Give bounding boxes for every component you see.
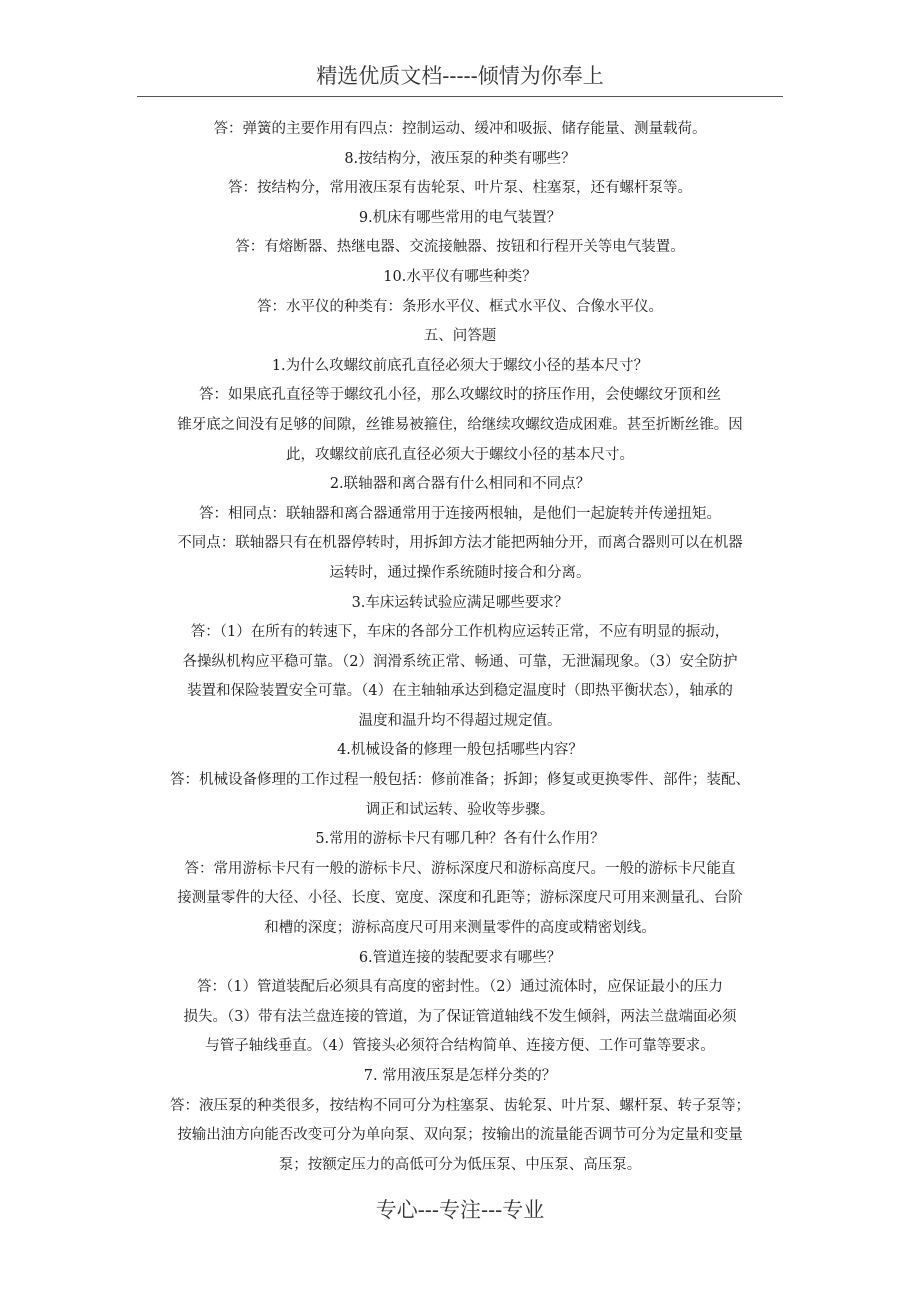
text-line: 按输出油方向能否改变可分为单向泵、双向泵；按输出的流量能否调节可分为定量和变量 <box>177 1127 743 1144</box>
text-line: 答：（1）在所有的转速下，车床的各部分工作机构应运转正常，不应有明显的振动， <box>190 624 730 641</box>
text-line: 调正和试运转、验收等步骤。 <box>365 801 555 818</box>
text-line: 答：按结构分，常用液压泵有齿轮泵、叶片泵、柱塞泵，还有螺杆泵等。 <box>228 180 692 197</box>
text-line: 此，攻螺纹前底孔直径必须大于螺纹小径的基本尺寸。 <box>286 446 634 463</box>
text-line: 答：水平仪的种类有：条形水平仪、框式水平仪、合像水平仪。 <box>257 298 663 315</box>
text-line: 答：相同点：联轴器和离合器通常用于连接两根轴，是他们一起旋转并传递扭矩。 <box>199 505 721 522</box>
text-line: 温度和温升均不得超过规定值。 <box>358 712 562 729</box>
text-line: 损失。（3）带有法兰盘连接的管道，为了保证管道轴线不发生倾斜，两法兰盘端面必须 <box>183 1008 737 1025</box>
text-line: 锥牙底之间没有足够的间隙，丝锥易被箍住，给继续攻螺纹造成困难。甚至折断丝锥。因 <box>177 416 743 433</box>
text-line: 答：如果底孔直径等于螺纹孔小径，那么攻螺纹时的挤压作用，会使螺纹牙顶和丝 <box>199 387 721 404</box>
question-line: 7. 常用液压泵是怎样分类的？ <box>363 1068 557 1084</box>
question-line: 4.机械设备的修理一般包括哪些内容？ <box>337 742 583 759</box>
text-line: 答：（1）管道装配后必须具有高度的密封性。（2）通过流体时，应保证最小的压力 <box>197 979 723 996</box>
text-line: 运转时，通过操作系统随时接合和分离。 <box>329 564 591 581</box>
question-line: 8.按结构分，液压泵的种类有哪些？ <box>344 150 576 167</box>
header-divider <box>137 96 783 97</box>
question-line: 3.车床运转试验应满足哪些要求？ <box>351 594 569 611</box>
question-line: 9.机床有哪些常用的电气装置？ <box>358 209 562 226</box>
text-line: 答：液压泵的种类很多，按结构不同可分为柱塞泵、齿轮泵、叶片泵、螺杆泵、转子泵等； <box>170 1097 750 1114</box>
text-line: 答：常用游标卡尺有一般的游标卡尺、游标深度尺和游标高度尺。一般的游标卡尺能直 <box>184 860 736 877</box>
text-line: 泵；按额定压力的高低可分为低压泵、中压泵、高压泵。 <box>278 1156 642 1173</box>
text-line: 接测量零件的大径、小径、长度、宽度、深度和孔距等；游标深度尺可用来测量孔、台阶 <box>177 890 743 907</box>
text-line: 与管子轴线垂直。（4）管接头必须符合结构简单、连接方便、工作可靠等要求。 <box>205 1038 715 1055</box>
document-body <box>138 115 782 1180</box>
text-line: 答：机械设备修理的工作过程一般包括：修前准备；拆卸；修复或更换零件、部件；装配、 <box>170 772 750 789</box>
question-line: 10.水平仪有哪些种类？ <box>383 268 537 285</box>
text-line: 装置和保险装置安全可靠。（4）在主轴轴承达到稳定温度时（即热平衡状态），轴承的 <box>187 683 733 700</box>
question-line: 5.常用的游标卡尺有哪几种？各有什么作用？ <box>315 831 605 848</box>
text-line: 答：弹簧的主要作用有四点：控制运动、缓冲和吸振、储存能量、测量载荷。 <box>213 121 707 137</box>
text-line: 答：有熔断器、热继电器、交流接触器、按钮和行程开关等电气装置。 <box>235 239 685 256</box>
section-heading: 五、问答题 <box>423 328 497 345</box>
question-line: 6.管道连接的装配要求有哪些？ <box>358 949 562 966</box>
page-footer: 专心---专注---专业 <box>375 1198 545 1222</box>
text-line: 不同点：联轴器只有在机器停转时，用拆卸方法才能把两轴分开，而离合器则可以在机器 <box>177 535 743 552</box>
page-header: 精选优质文档-----倾情为你奉上 <box>316 64 604 88</box>
text-line: 和槽的深度；游标高度尺可用来测量零件的高度或精密划线。 <box>264 920 656 937</box>
question-line: 1.为什么攻螺纹前底孔直径必须大于螺纹小径的基本尺寸？ <box>271 357 649 374</box>
question-line: 2.联轴器和离合器有什么相同和不同点？ <box>329 476 591 493</box>
text-line: 各操纵机构应平稳可靠。（2）润滑系统正常、畅通、可靠，无泄漏现象。（3）安全防护 <box>182 653 738 670</box>
